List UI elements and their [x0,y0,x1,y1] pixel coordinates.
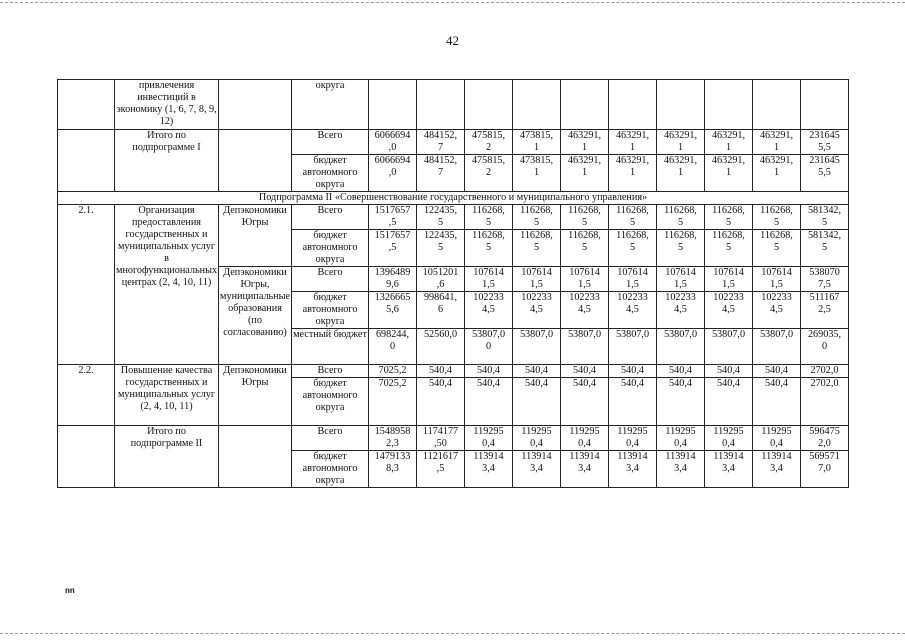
value-cell: 116268, 5 [561,230,609,267]
value-cell: 998641, 6 [417,292,465,329]
value-cell: 1051201 ,6 [417,267,465,292]
value-cell: 484152, 7 [417,155,465,192]
value-cell: 116268, 5 [609,205,657,230]
budget-table [57,79,849,488]
value-cell: 540,4 [705,378,753,426]
executor-cell: Депэкономики Югры [219,205,292,267]
value-cell: 119295 0,4 [609,426,657,451]
empty-cell [657,80,705,130]
value-cell: 463291, 1 [609,155,657,192]
empty-cell [513,80,561,130]
empty-cell [561,80,609,130]
value-cell: 116268, 5 [465,230,513,267]
value-cell: 1326665 5,6 [369,292,417,329]
value-cell: 7025,2 [369,365,417,378]
value-cell: 540,4 [561,365,609,378]
value-cell: 569571 7,0 [801,451,849,488]
measure-name-cell: Повышение качества государственных и муниципальных услуг (2, 4, 10, 11) [115,365,219,426]
empty-cell [369,80,417,130]
value-cell: 122435, 5 [417,205,465,230]
value-cell: 107614 1,5 [609,267,657,292]
value-cell: 269035, 0 [801,329,849,365]
value-cell: 113914 3,4 [609,451,657,488]
table-row [58,205,849,230]
value-cell: 53807,0 0 [465,329,513,365]
value-cell: 116268, 5 [753,205,801,230]
value-cell: 113914 3,4 [513,451,561,488]
value-cell: 1517657 ,5 [369,205,417,230]
value-cell: 581342, 5 [801,230,849,267]
value-cell: 581342, 5 [801,205,849,230]
value-cell: 1174177 ,50 [417,426,465,451]
value-cell: 53807,0 [609,329,657,365]
value-cell: 475815, 2 [465,130,513,155]
executor-cell [219,130,292,192]
number-cell [58,130,115,192]
number-cell [58,426,115,488]
source-cell: бюджет автономного округа [292,378,369,426]
value-cell: 231645 5,5 [801,130,849,155]
value-cell: 102233 4,5 [609,292,657,329]
table-row [58,365,849,378]
value-cell: 463291, 1 [657,130,705,155]
source-cell: Всего [292,365,369,378]
value-cell: 119295 0,4 [753,426,801,451]
value-cell: 463291, 1 [657,155,705,192]
value-cell: 463291, 1 [561,155,609,192]
value-cell: 102233 4,5 [465,292,513,329]
number-cell: 2.2. [58,365,115,426]
value-cell: 107614 1,5 [561,267,609,292]
value-cell: 6066694 ,0 [369,155,417,192]
number-cell: 2.1. [58,205,115,365]
value-cell: 116268, 5 [657,230,705,267]
value-cell: 53807,0 [561,329,609,365]
source-cell: округа [292,80,369,130]
source-cell: Всего [292,205,369,230]
value-cell: 540,4 [513,378,561,426]
value-cell: 473815, 1 [513,130,561,155]
value-cell: 540,4 [705,365,753,378]
number-cell [58,80,115,130]
empty-cell [753,80,801,130]
value-cell: 540,4 [609,378,657,426]
value-cell: 107614 1,5 [513,267,561,292]
value-cell: 1517657 ,5 [369,230,417,267]
value-cell: 475815, 2 [465,155,513,192]
value-cell: 53807,0 [753,329,801,365]
value-cell: 53807,0 [705,329,753,365]
value-cell: 463291, 1 [705,130,753,155]
value-cell: 540,4 [609,365,657,378]
source-cell: бюджет автономного округа [292,155,369,192]
value-cell: 540,4 [753,365,801,378]
source-cell: бюджет автономного округа [292,292,369,329]
value-cell: 473815, 1 [513,155,561,192]
measure-name-cell: привлечения инвестиций в экономику (1, 6, 7, 8, 9, 12) [115,80,219,130]
value-cell: 511167 2,5 [801,292,849,329]
value-cell: 6066694 ,0 [369,130,417,155]
value-cell: 113914 3,4 [657,451,705,488]
scan-top-edge [0,2,905,3]
value-cell: 1396489 9,6 [369,267,417,292]
value-cell: 540,4 [753,378,801,426]
subprogram-title: Подпрограмма II «Совершенствование государственного и муниципального управления» [58,192,849,205]
value-cell: 113914 3,4 [753,451,801,488]
value-cell: 116268, 5 [705,205,753,230]
executor-cell: Депэкономики Югры, муниципальные образования (по согласованию) [219,267,292,365]
empty-cell [801,80,849,130]
footer-mark: nn [65,586,75,595]
value-cell: 1548958 2,3 [369,426,417,451]
value-cell: 53807,0 [513,329,561,365]
value-cell: 52560,0 [417,329,465,365]
value-cell: 538070 7,5 [801,267,849,292]
value-cell: 540,4 [465,378,513,426]
executor-cell: Депэкономики Югры [219,365,292,426]
value-cell: 540,4 [561,378,609,426]
value-cell: 113914 3,4 [465,451,513,488]
empty-cell [465,80,513,130]
value-cell: 7025,2 [369,378,417,426]
value-cell: 698244, 0 [369,329,417,365]
measure-name-cell: Организация предоставления государственных и муниципальных услуг в многофункциональных центрах (2, 4, 10, 11) [115,205,219,365]
value-cell: 107614 1,5 [465,267,513,292]
value-cell: 107614 1,5 [657,267,705,292]
executor-cell [219,426,292,488]
table-row [58,130,849,155]
value-cell: 119295 0,4 [513,426,561,451]
empty-cell [417,80,465,130]
subtotal-label-cell: Итого по подпрограмме II [115,426,219,488]
value-cell: 540,4 [657,378,705,426]
empty-cell [705,80,753,130]
value-cell: 119295 0,4 [705,426,753,451]
value-cell: 2702,0 [801,365,849,378]
value-cell: 463291, 1 [753,130,801,155]
source-cell: Всего [292,130,369,155]
value-cell: 113914 3,4 [705,451,753,488]
value-cell: 102233 4,5 [657,292,705,329]
table-row [58,426,849,451]
value-cell: 116268, 5 [753,230,801,267]
value-cell: 1121617 ,5 [417,451,465,488]
source-cell: Всего [292,267,369,292]
subtotal-label-cell: Итого по подпрограмме I [115,130,219,192]
value-cell: 102233 4,5 [705,292,753,329]
value-cell: 53807,0 [657,329,705,365]
value-cell: 540,4 [417,365,465,378]
value-cell: 596475 2,0 [801,426,849,451]
value-cell: 463291, 1 [561,130,609,155]
value-cell: 484152, 7 [417,130,465,155]
value-cell: 116268, 5 [705,230,753,267]
empty-cell [609,80,657,130]
table-row [58,192,849,205]
value-cell: 107614 1,5 [705,267,753,292]
source-cell: местный бюджет [292,329,369,365]
source-cell: Всего [292,426,369,451]
value-cell: 102233 4,5 [561,292,609,329]
source-cell: бюджет автономного округа [292,451,369,488]
value-cell: 540,4 [465,365,513,378]
budget-table-body [58,80,849,488]
value-cell: 107614 1,5 [753,267,801,292]
value-cell: 116268, 5 [465,205,513,230]
value-cell: 231645 5,5 [801,155,849,192]
value-cell: 102233 4,5 [753,292,801,329]
value-cell: 463291, 1 [609,130,657,155]
value-cell: 113914 3,4 [561,451,609,488]
value-cell: 116268, 5 [657,205,705,230]
value-cell: 540,4 [513,365,561,378]
source-cell: бюджет автономного округа [292,230,369,267]
value-cell: 119295 0,4 [561,426,609,451]
value-cell: 102233 4,5 [513,292,561,329]
executor-cell [219,80,292,130]
value-cell: 116268, 5 [561,205,609,230]
value-cell: 1479133 8,3 [369,451,417,488]
value-cell: 116268, 5 [609,230,657,267]
table-row [58,80,849,130]
value-cell: 463291, 1 [753,155,801,192]
value-cell: 116268, 5 [513,230,561,267]
value-cell: 116268, 5 [513,205,561,230]
value-cell: 119295 0,4 [657,426,705,451]
page-number: 42 [446,33,459,48]
value-cell: 119295 0,4 [465,426,513,451]
value-cell: 2702,0 [801,378,849,426]
value-cell: 122435, 5 [417,230,465,267]
value-cell: 463291, 1 [705,155,753,192]
value-cell: 540,4 [417,378,465,426]
value-cell: 540,4 [657,365,705,378]
scan-bottom-edge [0,633,905,634]
